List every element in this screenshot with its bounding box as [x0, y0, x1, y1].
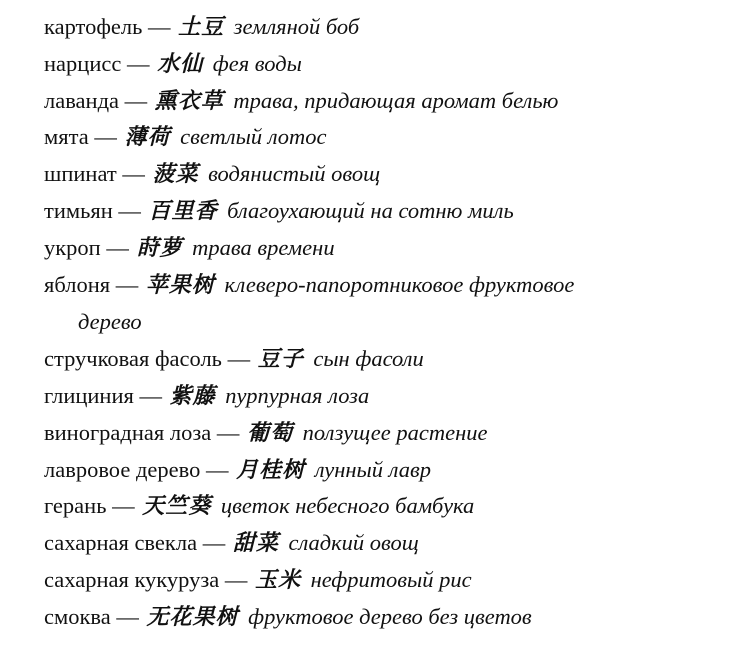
entry-term: тимьян [44, 197, 113, 223]
entry-gloss: благоухающий на сотню миль [227, 197, 514, 223]
entry-gloss-continuation: дерево [78, 309, 142, 335]
entry-term: сахарная свекла [44, 530, 198, 556]
entry-dash: — [106, 234, 129, 260]
list-item [44, 562, 724, 599]
entry-dash: — [148, 14, 171, 39]
entry-hanzi: 豆子 [257, 347, 304, 373]
list-item [44, 83, 724, 120]
entry-hanzi: 月桂树 [236, 457, 306, 483]
entry-hanzi: 土豆 [178, 15, 225, 40]
entry-dash: — [126, 50, 150, 76]
entry-hanzi: 苹果树 [145, 272, 215, 298]
entry-term: сахарная кукуруза [44, 566, 220, 592]
entry-dash: — [112, 493, 135, 519]
entry-gloss: фруктовое дерево без цветов [248, 603, 532, 629]
entry-hanzi: 薄荷 [124, 125, 171, 151]
entry-gloss: трава, придающая аромат белью [233, 87, 559, 113]
entry-hanzi: 熏衣草 [154, 88, 224, 114]
entry-gloss: фея воды [212, 50, 302, 76]
entry-gloss: земляной боб [233, 14, 360, 39]
entry-gloss: трава времени [192, 234, 335, 260]
entry-hanzi: 葡萄 [246, 420, 293, 446]
list-item [44, 119, 724, 156]
list-item [44, 525, 724, 562]
entry-term: смоква [44, 603, 111, 629]
entry-dash: — [202, 530, 226, 556]
entry-hanzi: 莳萝 [136, 235, 183, 261]
entry-gloss: клеверо-папоротниковое фруктовое [224, 271, 575, 297]
list-item [44, 156, 724, 193]
entry-hanzi: 百里香 [148, 198, 218, 224]
entry-term: виноградная лоза [44, 419, 212, 445]
entry-gloss: водянистый овощ [208, 161, 381, 187]
list-item [44, 230, 724, 267]
list-item [44, 193, 724, 230]
entry-term: картофель [44, 14, 143, 39]
entry-term: шпинат [44, 161, 117, 187]
entry-dash: — [139, 382, 162, 408]
entry-dash: — [118, 197, 141, 223]
entry-hanzi: 紫藤 [169, 383, 216, 409]
entry-dash: — [205, 456, 229, 482]
entry-gloss: сын фасоли [313, 346, 424, 372]
entry-term: глициния [44, 382, 134, 408]
entry-gloss: пурпурная лоза [225, 382, 370, 408]
entry-gloss: светлый лотос [180, 124, 327, 150]
entry-gloss: сладкий овощ [288, 530, 419, 556]
plant-glossary-list [44, 9, 724, 636]
entry-hanzi: 无花果树 [146, 604, 239, 630]
entry-term: нарцисс [44, 50, 122, 76]
entry-hanzi: 菠菜 [152, 162, 199, 188]
entry-gloss: ползущее растение [302, 419, 488, 445]
entry-term: укроп [44, 234, 101, 260]
entry-hanzi: 水仙 [157, 51, 204, 77]
entry-term: стручковая фасоль [44, 346, 222, 372]
entry-dash: — [224, 566, 248, 592]
list-item [44, 452, 724, 489]
entry-term: яблоня [44, 271, 111, 297]
entry-term: лаванда [44, 87, 120, 113]
entry-gloss: лунный лавр [314, 456, 432, 482]
entry-dash: — [216, 419, 240, 445]
entry-gloss: цветок небесного бамбука [220, 493, 475, 519]
entry-dash: — [227, 346, 251, 372]
list-item [44, 46, 724, 83]
list-item [44, 341, 724, 378]
entry-dash: — [115, 271, 139, 297]
list-item [44, 415, 724, 452]
entry-term: мята [44, 124, 89, 150]
entry-term: лавровое дерево [44, 456, 201, 482]
list-item [44, 9, 724, 46]
list-item [44, 378, 724, 415]
entry-hanzi: 玉米 [255, 567, 302, 593]
list-item [44, 267, 724, 342]
entry-dash: — [94, 124, 117, 150]
entry-hanzi: 甜菜 [232, 531, 279, 557]
entry-dash: — [124, 87, 148, 113]
list-item [44, 599, 724, 636]
entry-gloss: нефритовый рис [310, 566, 472, 592]
list-item [44, 488, 724, 525]
entry-dash: — [116, 603, 139, 629]
entry-term: герань [44, 493, 107, 519]
entry-dash: — [122, 161, 145, 187]
entry-hanzi: 天竺葵 [142, 494, 212, 520]
